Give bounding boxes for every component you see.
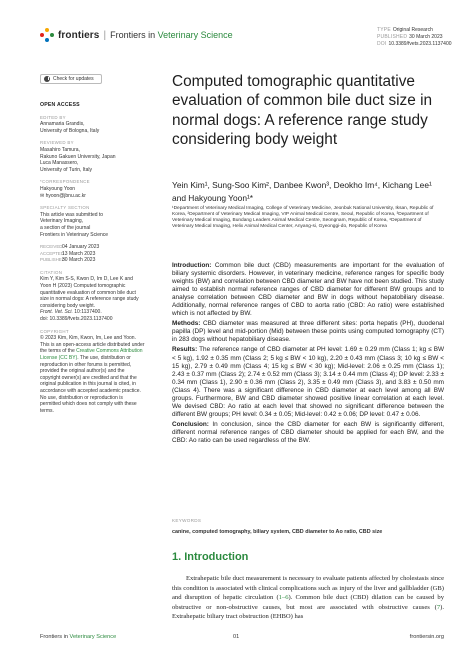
abstract-section-text: In conclusion, since the CBD diameter for each BW is significantly different, different normal reference ranges of CBD diameter should be applied for each BW, and the CBD: Ao ratio can be used regardless of the BW. xyxy=(172,420,444,444)
article-title: Computed tomographic quantitative evaluation of common bile duct size in normal dogs: A reference range study considering body weight xyxy=(172,73,433,148)
page-header xyxy=(40,28,450,50)
abstract-introduction xyxy=(172,262,444,318)
date-row xyxy=(40,244,158,251)
published-value: 30 March 2023 xyxy=(409,34,443,41)
author-list: Yein Kim¹, Sung-Soo Kim², Danbee Kwon³, Deokho Im⁴, Kichang Lee¹ and Hakyoung Yoon¹* xyxy=(172,180,432,203)
specialty-line: This article was submitted to xyxy=(40,211,104,218)
citation-label: CITATION xyxy=(40,269,63,275)
copyright-label: COPYRIGHT xyxy=(40,328,69,334)
keywords: canine, computed tomography, biliary system, CBD diameter to Ao ratio, CBD size xyxy=(172,529,383,535)
affiliations: ¹Department of Veterinary Medical Imaging, College of Veterinary Medicine, Jeonbuk National University, Iksan, Republic of Korea, ²Department of Veterinary Medical Imaging, VIP Animal Medical Centre, Seoul, Republic of Korea, ³Department of Veterinary Medical Imaging, Bundang Leaders Animal Medical Centre, Seongnam, Republic of Korea, ⁴Department of Veterinary Medical Imaging, Helix Animal Medical Center, Anyang-si, Gyeonggi-do, Republic of Korea xyxy=(172,206,434,230)
abstract-section-text: CBD diameter was measured at three different sites: porta hepatis (PH), duodenal papilla (DP) level and mid-portion (Mid) between these points using computed tomography (CT) in 283 dogs without hepatobiliary disease. xyxy=(172,320,444,344)
copyright-line: terms. xyxy=(40,407,54,414)
site-link[interactable]: frontiersin.org xyxy=(409,634,444,640)
check-updates-button[interactable] xyxy=(40,74,102,84)
doi-value[interactable]: 10.3389/fvets.2023.1137400 xyxy=(388,41,452,48)
correspondence-label: *CORRESPONDENCE xyxy=(40,179,90,185)
page-footer xyxy=(40,634,444,644)
check-updates-label: Check for updates xyxy=(53,75,94,82)
correspondence-email[interactable]: ✉ hyoon@jbnu.ac.kr xyxy=(40,192,86,199)
date-key: RECEIVED xyxy=(40,244,63,250)
introduction-paragraph xyxy=(172,574,444,622)
frontiers-logo[interactable] xyxy=(40,28,233,42)
abstract-section-label: Results: xyxy=(172,346,198,354)
doi-key: DOI xyxy=(377,41,387,48)
copyright-text: the terms of the xyxy=(40,348,77,355)
reference-link[interactable]: 7 xyxy=(436,603,441,611)
edited-by-label: EDITED BY xyxy=(40,114,66,120)
reviewer-line: Rakuno Gakuen University, Japan xyxy=(40,153,116,160)
footer-journal-prefix: Frontiers in xyxy=(40,634,68,640)
abstract-section-text: The reference range of CBD diameter at PH level: 1.69 ± 0.29 mm (Class 1; kg ≤ BW < 5 kg), 1.92 ± 0.35 mm (Class 2; 5 kg ≤ BW < 10 kg), 2.20 ± 0.43 mm (Class 3; 10 kg ≤ BW < 15 kg), 2.79 ± 0.49 mm (Class 4; 15 kg ≤ BW < 30 kg); Mid-level: 2.06 ± 0.25 mm (Class 1); 2.43 ± 0.37 mm (Class 2); 2.74 ± 0.52 mm (Class 3); 3.14 ± 0.44 mm (Class 4); DP level: 2.33 ± 0.34 mm (Class 1), 2.90 ± 0.36 mm (Class 2), 3.35 ± 0.49 mm (Class 3), and 3.83 ± 0.50 mm (Class 4). There was a significant difference in CBD diameter at each level among all BW groups. Furthermore, BW and CBD diameter showed positive linear correlation at each level. We devised CBD: Ao ratio at each level that showed no significant difference between the different BW groups; PH level: 0.34 ± 0.05; Mid-level: 0.42 ± 0.06; DP level: 0.47 ± 0.06. xyxy=(172,346,444,418)
intro-text: Extrahepatic bile duct measurement is necessary to evaluate patients affected by cholestasis since this condition is associated with clinical complications such as injury of the liver and gallbladder (GB) and disruption of hepatic circulation ( xyxy=(172,575,444,601)
date-key: ACCEPTED xyxy=(40,250,64,256)
copyright-line xyxy=(40,348,158,355)
copyright-line: accordance with accepted academic practice. xyxy=(40,387,141,394)
copyright-text: . The use, distribution or xyxy=(77,355,131,361)
abstract-section-label: Methods: xyxy=(172,320,201,328)
copyright-line: provided the original author(s) and the xyxy=(40,368,125,375)
journal-name[interactable] xyxy=(110,30,233,40)
abstract-results xyxy=(172,346,444,418)
citation-line: Yoon H (2023) Computed tomographic xyxy=(40,283,126,290)
abstract-methods xyxy=(172,320,444,344)
citation-journal: Front. Vet. Sci. xyxy=(40,309,73,316)
reviewed-by-label: REVIEWED BY xyxy=(40,140,74,146)
date-key: PUBLISHED xyxy=(40,257,65,263)
section-heading-introduction: 1. Introduction xyxy=(172,551,249,563)
sidebar xyxy=(40,74,158,414)
citation-line: considering body weight. xyxy=(40,302,96,309)
copyright-line: copyright owner(s) are credited and that the xyxy=(40,374,137,381)
keywords-label: KEYWORDS xyxy=(172,518,202,523)
license-link[interactable]: License (CC BY) xyxy=(40,355,78,361)
footer-journal[interactable] xyxy=(40,634,116,640)
copyright-line xyxy=(40,355,158,362)
journal-accent: Veterinary Science xyxy=(157,30,233,40)
date-value: 13 March 2023 xyxy=(62,250,96,257)
citation-doi[interactable]: doi: 10.3389/fvets.2023.1137400 xyxy=(40,316,113,323)
citation-line: quantitative evaluation of common bile duct xyxy=(40,289,136,296)
date-value: 04 January 2023 xyxy=(62,244,100,251)
date-list xyxy=(40,244,158,264)
abstract-section-text: Common bile duct (CBD) measurements are important for the evaluation of biliary systemic disorders. However, in veterinary medicine, reference ranges for specific body weights (BW) and correlation between CBD diameter and BW have not been studied. This study aimed to establish normal reference ranges of CBD diameter for different BW groups and to analyse correlation between CBD diameter and BW in dogs without hepatobiliary disease. Additionally, normal reference ranges of CBD to aorta ratio (CBD: Ao ratio) were established which is not affected by BW. xyxy=(172,262,444,318)
intro-text: ). Extrahepatic biliary tract obstruction (EHBO) has xyxy=(172,603,444,620)
frontiers-logo-icon xyxy=(40,28,54,42)
citation-line: size in normal dogs: A reference range study xyxy=(40,296,139,303)
citation-journal-line xyxy=(40,309,158,316)
specialty-line: Veterinary Imaging, xyxy=(40,218,84,225)
reviewer-line: University of Turin, Italy xyxy=(40,166,92,173)
editor-line: University of Bologna, Italy xyxy=(40,127,100,134)
copyright-line: © 2023 Kim, Kim, Kwon, Im, Lee and Yoon. xyxy=(40,335,136,342)
abstract xyxy=(172,262,444,447)
published-key: PUBLISHED xyxy=(377,34,408,41)
copyright-line: original publication in this journal is cited, in xyxy=(40,381,136,388)
intro-text: ). Common bile duct (CBD) dilation can be caused by obstructive or non-obstructive causes, but most are associated with obstructive causes ( xyxy=(172,594,444,611)
correspondence-name: Hakyoung Yoon xyxy=(40,185,76,192)
footer-journal-name: Veterinary Science xyxy=(69,634,117,640)
check-icon xyxy=(44,76,50,82)
journal-prefix: Frontiers in xyxy=(110,30,156,40)
date-row xyxy=(40,257,158,264)
citation-line: Kim Y, Kim S-S, Kwon D, Im D, Lee K and xyxy=(40,276,133,283)
brand-name: frontiers xyxy=(58,29,100,41)
specialty-line: Frontiers in Veterinary Science xyxy=(40,231,109,238)
copyright-line: reproduction in other forums is permitted, xyxy=(40,361,132,368)
copyright-line: No use, distribution or reproduction is xyxy=(40,394,123,401)
date-value: 30 March 2023 xyxy=(62,257,96,264)
article-meta xyxy=(377,27,452,49)
abstract-section-label: Conclusion: xyxy=(172,420,209,428)
type-key: TYPE xyxy=(377,27,391,33)
abstract-conclusion xyxy=(172,421,444,445)
type-value: Original Research xyxy=(392,27,433,33)
copyright-line: permitted which does not comply with these xyxy=(40,401,137,408)
page-number: 01 xyxy=(233,634,240,640)
specialty-line: a section of the journal xyxy=(40,224,91,231)
citation-volume: 10:1137400. xyxy=(72,309,102,316)
abstract-section-label: Introduction: xyxy=(172,262,212,269)
reference-link[interactable]: 1–6 xyxy=(278,594,289,601)
editor-line: Annamaria Grandis, xyxy=(40,121,85,128)
specialty-label: SPECIALTY SECTION xyxy=(40,205,90,211)
reviewer-line: Luca Manassero, xyxy=(40,160,79,167)
license-link[interactable]: Creative Commons Attribution xyxy=(76,348,143,355)
reviewer-line: Masahiro Tamura, xyxy=(40,146,80,153)
brand-separator: | xyxy=(103,29,107,41)
open-access-label: OPEN ACCESS xyxy=(40,102,80,108)
copyright-line: This is an open-access article distributed under xyxy=(40,341,145,348)
date-row xyxy=(40,251,158,258)
